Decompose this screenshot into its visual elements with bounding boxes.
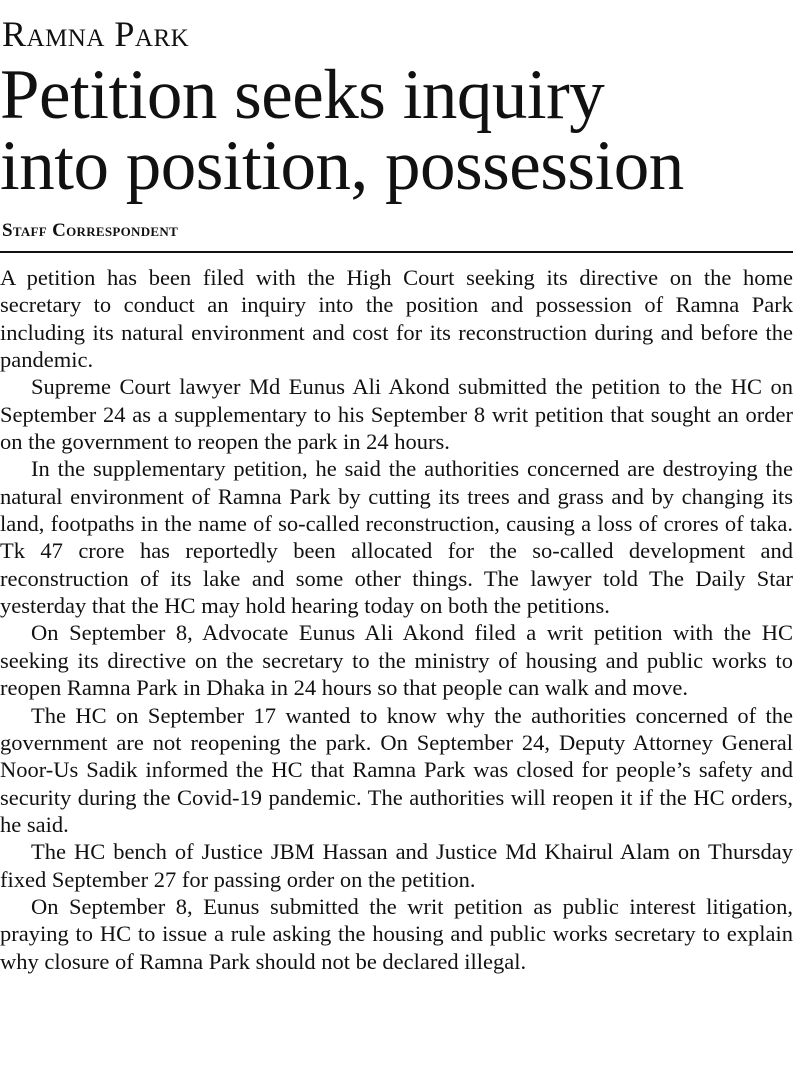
- body-paragraph: Supreme Court lawyer Md Eunus Ali Akond submitted the petition to the HC on September 24 as a supplementary to his September 8 writ petition that sought an order on the government to reopen the park in 24 hours.: [0, 374, 793, 455]
- article-body: [0, 264, 793, 975]
- body-paragraph: The HC bench of Justice JBM Hassan and Justice Md Khairul Alam on Thursday fixed September 27 for passing order on the petition.: [0, 839, 793, 892]
- body-paragraph: On September 8, Eunus submitted the writ petition as public interest litigation, praying to HC to issue a rule asking the housing and public works secretary to explain why closure of Ramna Park should not be declared illegal.: [0, 893, 793, 974]
- article-headline: [0, 56, 793, 205]
- article-byline: Staff Correspondent: [2, 220, 179, 241]
- body-paragraph: The HC on September 17 wanted to know why the authorities concerned of the government are not reopening the park. On September 24, Deputy Attorney General Noor-Us Sadik informed the HC that Ramna Park was closed for people’s safety and security during the Covid-19 pandemic. The authorities will reopen it if the HC orders, he said.: [0, 702, 793, 837]
- body-paragraph: A petition has been filed with the High Court seeking its directive on the home secretary to conduct an inquiry into the position and possession of Ramna Park including its natural environment and cost for its reconstruction during and before the pandemic.: [0, 265, 793, 373]
- body-paragraph: In the supplementary petition, he said the authorities concerned are destroying the natural environment of Ramna Park by cutting its trees and grass and by changing its land, footpaths in the name of so-called reconstruction, causing a loss of crores of taka. Tk 47 crore has reportedly been allocated for the so-called development and reconstruction of its lake and some other things. The lawyer told The Daily Star yesterday that the HC may hold hearing today on both the petitions.: [0, 456, 793, 619]
- article-kicker: Ramna Park: [2, 14, 190, 54]
- byline-divider: [0, 251, 793, 253]
- headline-line-1: Petition seeks inquiry: [0, 56, 605, 134]
- headline-line-2: into position, possession: [0, 127, 684, 205]
- body-paragraph: On September 8, Advocate Eunus Ali Akond filed a writ petition with the HC seeking its directive on the secretary to the ministry of housing and public works to reopen Ramna Park in Dhaka in 24 hours so that people can walk and move.: [0, 620, 793, 701]
